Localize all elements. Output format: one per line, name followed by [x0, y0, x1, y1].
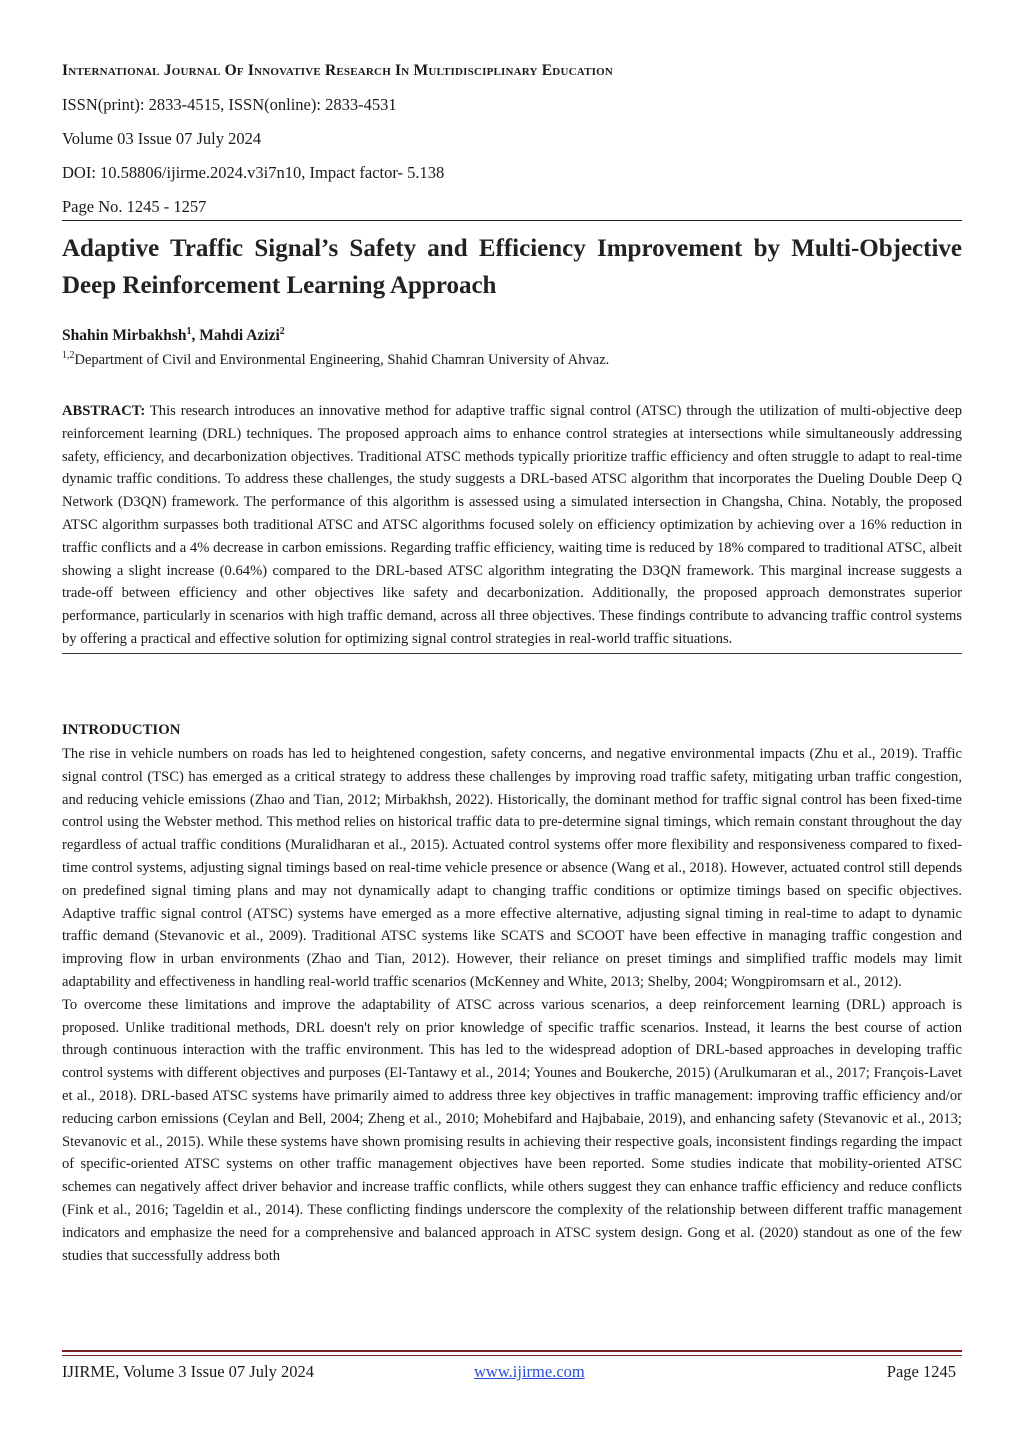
journal-name: International Journal Of Innovative Research In Multidisciplinary Education	[62, 62, 613, 79]
authors-line	[62, 327, 285, 345]
issn-line: ISSN(print): 2833-4515, ISSN(online): 2833-4531	[62, 95, 397, 114]
affiliation-text: Department of Civil and Environmental Engineering, Shahid Chamran University of Ahvaz.	[74, 352, 610, 368]
header-divider	[62, 220, 962, 221]
abstract-text: This research introduces an innovative method for adaptive traffic signal control (ATSC) through the utilization of multi-objective deep reinforcement learning (DRL) techniques. The proposed approach aims to enhance control strategies at intersections while simultaneously addressing safety, efficiency, and decarbonization objectives. Traditional ATSC methods typically prioritize traffic efficiency and often struggle to adapt to real-time dynamic traffic conditions. To address these challenges, the study suggests a DRL-based ATSC algorithm that incorporates the Dueling Double Deep Q Network (D3QN) framework. The performance of this algorithm is assessed using a simulated intersection in Changsha, China. Notably, the proposed ATSC algorithm surpasses both traditional ATSC and ATSC algorithms focused solely on efficiency optimization by achieving over a 16% reduction in traffic conflicts and a 4% decrease in carbon emissions. Regarding traffic efficiency, waiting time is reduced by 18% compared to traditional ATSC, albeit showing a slight increase (0.64%) compared to the DRL-based ATSC algorithm integrating the D3QN framework. This marginal increase suggests a trade-off between efficiency and other objectives like safety and decarbonization. Additionally, the proposed approach demonstrates superior performance, particularly in scenarios with high traffic demand, across all three objectives. These findings contribute to advancing traffic control systems by offering a practical and effective solution for optimizing signal control strategies in real-world traffic situations.	[62, 403, 962, 647]
affiliation-mark: 1,2	[62, 350, 75, 362]
author-separator: ,	[191, 327, 200, 344]
footer-divider	[62, 1350, 962, 1352]
abstract-label: ABSTRACT:	[62, 403, 146, 419]
article-title: Adaptive Traffic Signal’s Safety and Efficiency Improvement by Multi-Objective Deep Reinforcement Learning Approach	[62, 235, 962, 299]
author-affiliation-mark: 2	[279, 325, 285, 337]
page-number: Page 1245	[886, 1362, 956, 1381]
section-heading-introduction: INTRODUCTION	[62, 722, 181, 738]
page-range: Page No. 1245 - 1257	[62, 197, 207, 216]
affiliation-line	[62, 352, 609, 369]
footer-divider-thin	[62, 1355, 962, 1356]
introduction-body	[62, 743, 962, 1267]
body-paragraph: To overcome these limitations and improve the adaptability of ATSC across various scenarios, a deep reinforcement learning (DRL) approach is proposed. Unlike traditional methods, DRL doesn't rely on prior knowledge of specific traffic scenarios. Instead, it learns the best course of action through continuous interaction with the traffic environment. This has led to the widespread adoption of DRL-based approaches in developing traffic control systems with different objectives and purposes (El-Tantawy et al., 2014; Younes and Boukerche, 2015) (Arulkumaran et al., 2017; François-Lavet et al., 2018). DRL-based ATSC systems have primarily aimed to address three key objectives in traffic management: improving traffic efficiency and/or reducing carbon emissions (Ceylan and Bell, 2004; Zheng et al., 2010; Mohebifard and Hajbabaie, 2019), and enhancing safety (Stevanovic et al., 2013; Stevanovic et al., 2015). While these systems have shown promising results in achieving their respective goals, inconsistent findings regarding the impact of specific-oriented ATSC systems on other traffic management objectives have been reported. Some studies indicate that mobility-oriented ATSC schemes can negatively affect driver behavior and increase traffic conflicts, while others suggest they can enhance traffic efficiency and reduce conflicts (Fink et al., 2016; Tageldin et al., 2014). These conflicting findings underscore the complexity of the relationship between different traffic management indicators and emphasize the need for a comprehensive and balanced approach in ATSC system design. Gong et al. (2020) standout as one of the few studies that successfully address both	[62, 996, 962, 1264]
volume-line: Volume 03 Issue 07 July 2024	[62, 129, 262, 148]
author-name: Mahdi Azizi	[199, 327, 280, 344]
author-affiliation-mark: 1	[186, 325, 192, 337]
author-name: Shahin Mirbakhsh	[62, 327, 187, 344]
doi-line: DOI: 10.58806/ijirme.2024.v3i7n10, Impact factor- 5.138	[62, 163, 445, 182]
body-paragraph: The rise in vehicle numbers on roads has led to heightened congestion, safety concerns, and negative environmental impacts (Zhu et al., 2019). Traffic signal control (TSC) has emerged as a critical strategy to address these challenges by improving road traffic safety, mitigating urban traffic congestion, and reducing vehicle emissions (Zhao and Tian, 2012; Mirbakhsh, 2022). Historically, the dominant method for traffic signal control has been fixed-time control using the Webster method. This method relies on historical traffic data to pre-determine signal timings, which remain constant throughout the day regardless of actual traffic conditions (Muralidharan et al., 2015). Actuated control systems offer more flexibility and responsiveness compared to fixed-time control systems, adjusting signal timings based on real-time vehicle presence or absence (Wang et al., 2018). However, actuated control still depends on predefined signal timing plans and may not dynamically adapt to changing traffic conditions or optimize timings based on specific objectives. Adaptive traffic signal control (ATSC) systems have emerged as a more effective alternative, adjusting signal timing in real-time to adapt to dynamic traffic demand (Stevanovic et al., 2009). Traditional ATSC systems like SCATS and SCOOT have been effective in managing traffic congestion and improving flow in urban environments (Zhao and Tian, 2012). However, their reliance on preset timings and simplified traffic models may limit adaptability and effectiveness in handling real-world traffic scenarios (McKenney and White, 2013; Shelby, 2004; Wongpiromsarn et al., 2012).	[62, 746, 962, 990]
abstract-block	[62, 400, 962, 654]
journal-website-link[interactable]: www.ijirme.com	[474, 1362, 585, 1381]
footer-citation: IJIRME, Volume 3 Issue 07 July 2024	[62, 1362, 314, 1381]
